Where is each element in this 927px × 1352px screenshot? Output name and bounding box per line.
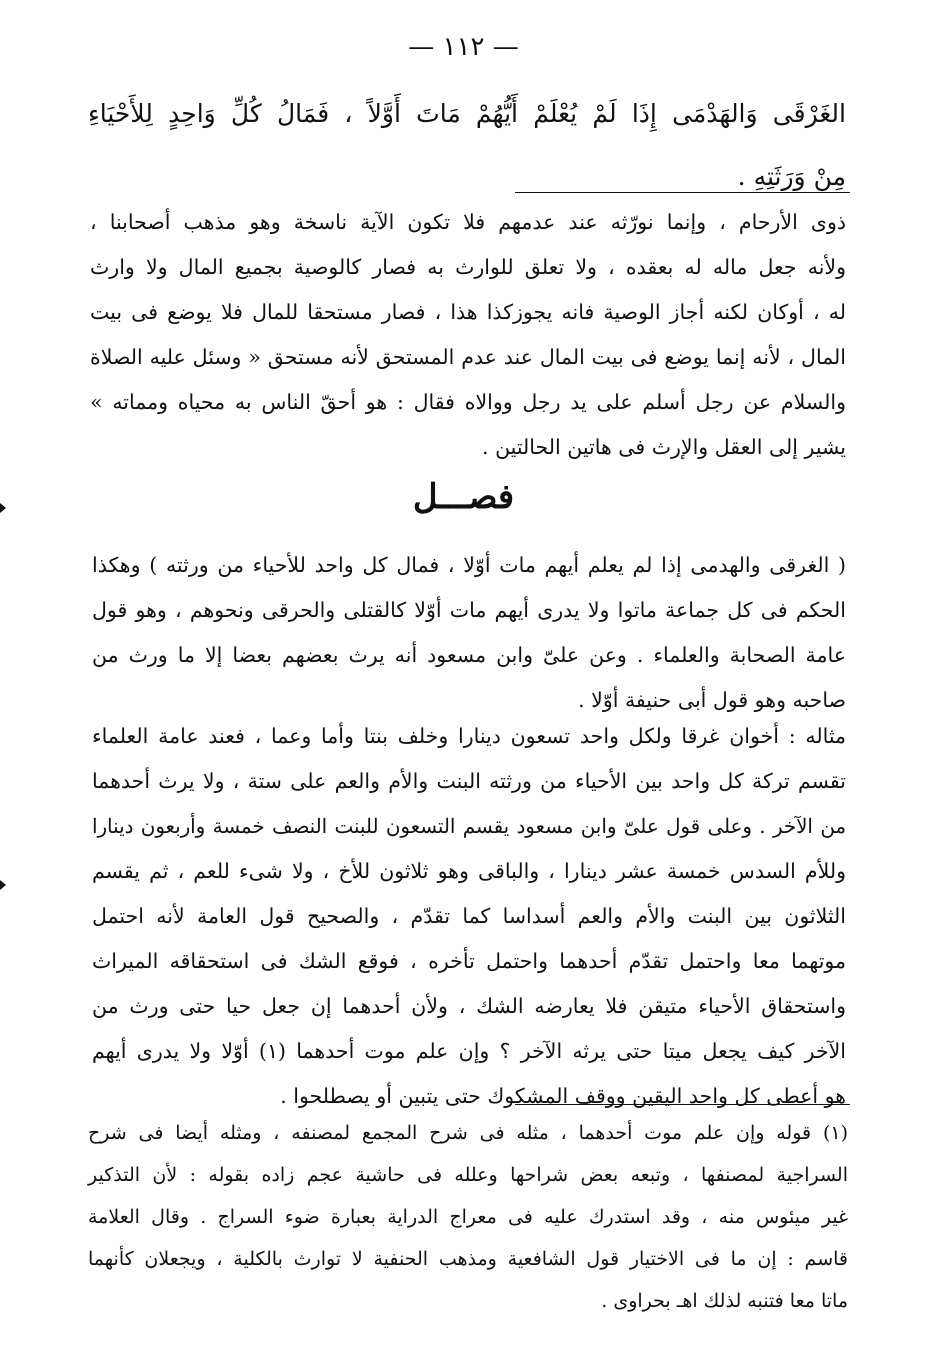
commentary-paragraph <box>92 543 846 723</box>
commentary-paragraph <box>90 200 846 470</box>
text-line: تقسم تركة كل واحد بين الأحياء من ورثته البنت والأم والعم على ستة ، ولا يرث أحدهما <box>92 769 846 793</box>
footnote <box>88 1112 848 1322</box>
text-line: والسلام عن رجل أسلم على يد رجل ووالاه فقال : هو أحقّ الناس به محياه ومماته » <box>90 390 846 414</box>
footnote-line: غير ميئوس منه ، وقد استدرك عليه فى معراج الدراية بعبارة ضوء السراج . وقال العلامة <box>88 1206 848 1228</box>
commentary-paragraph <box>92 714 846 1119</box>
text-line: المال ، لأنه إنما يوضع فى بيت المال عند عدم المستحق لأنه مستحق « وسئل عليه الصلاة <box>90 345 846 369</box>
text-line: له ، أوكان لكنه أجاز الوصية فانه يجوزكذا هذا ، فصار مستحقا للمال فلا يوضع فى بيت <box>90 300 846 324</box>
matn-line: الغَرْقَى وَالهَدْمَى إِذَا لَمْ يُعْلَمْ أَيُّهُمْ مَاتَ أَوَّلاً ، فَمَالُ كُلِّ وَاحِدٍ لِلأَحْيَاءِ <box>88 99 846 128</box>
margin-mark <box>0 503 6 513</box>
text-line: الآخر كيف يجعل ميتا حتى يرثه الآخر ؟ وإن علم موت أحدهما (١) أوّلا ولا يدرى أيهم <box>92 1039 846 1063</box>
text-line: ذوى الأرحام ، وإنما نورّثه عند عدمهم فلا تكون الآية ناسخة وهو مذهب أصحابنا ، <box>90 210 846 234</box>
top-separator-rule <box>515 192 850 193</box>
text-line: من الآخر . وعلى قول علىّ وابن مسعود يقسم التسعون للبنت النصف خمسة وأربعون دينارا <box>92 815 846 838</box>
text-line: عامة الصحابة والعلماء . وعن علىّ وابن مسعود أنه يرث بعضهم بعضا إلا ما ورث من <box>92 643 846 667</box>
footnote-separator-rule <box>515 1104 850 1105</box>
text-line: ( الغرقى والهدمى إذا لم يعلم أيهم مات أوّلا ، فمال كل واحد للأحياء من ورثته ) وهكذا <box>92 553 846 577</box>
text-line: ولأنه جعل ماله له بعقده ، ولا تعلق للوارث به فصار كالوصية بجميع المال ولا وارث <box>90 255 846 279</box>
section-heading: فصـــل <box>412 477 515 517</box>
text-line: الحكم فى كل جماعة ماتوا ولا يدرى أيهم مات أوّلا كالقتلى والحرقى ونحوهم ، وهو قول <box>92 598 846 622</box>
page-number: — ١١٢ — <box>408 32 519 62</box>
text-line: وللأم السدس خمسة عشر دينارا ، والباقى وهو ثلاثون للأخ ، ولا شىء للعم ، ثم يقسم <box>92 859 846 883</box>
text-line: موتهما معا واحتمل تقدّم أحدهما واحتمل تأخره ، فوقع الشك فى استحقاقه الميراث <box>92 949 846 973</box>
matn-line: مِنْ وَرَثَتِهِ . <box>737 162 846 191</box>
text-line: مثاله : أخوان غرقا ولكل واحد تسعون دينارا وخلف بنتا وأما وعما ، فعند عامة العلماء <box>92 724 846 748</box>
footnote-line: (١) قوله وإن علم موت أحدهما ، مثله فى شرح المجمع لمصنفه ، ومثله أيضا فى شرح <box>88 1122 848 1144</box>
text-line: هو أعطى كل واحد اليقين ووقف المشكوك حتى يتبين أو يصطلحوا . <box>280 1084 846 1108</box>
footnote-line: السراجية لمصنفها ، وتبعه بعض شراحها وعلله فى حاشية عجم زاده بقوله : لأن التذكير <box>88 1164 848 1186</box>
text-line: واستحقاق الأحياء متيقن فلا يعارضه الشك ، ولأن أحدهما إن جعل حيا حتى ورث من <box>92 994 846 1018</box>
margin-mark <box>0 880 6 890</box>
matn-text <box>88 82 846 208</box>
text-line: يشير إلى العقل والإرث فى هاتين الحالتين . <box>482 435 846 459</box>
text-line: صاحبه وهو قول أبى حنيفة أوّلا . <box>578 688 846 712</box>
text-line: الثلاثون بين البنت والأم والعم أسداسا كما تقدّم ، والصحيح قول العامة لأنه احتمل <box>92 904 846 928</box>
footnote-line: قاسم : إن ما فى الاختيار قول الشافعية ومذهب الحنفية لا توارث بالكلية ، ويجعلان كأنهما <box>88 1248 848 1270</box>
footnote-line: ماتا معا فتنبه لذلك اهـ بحراوى . <box>601 1290 848 1312</box>
